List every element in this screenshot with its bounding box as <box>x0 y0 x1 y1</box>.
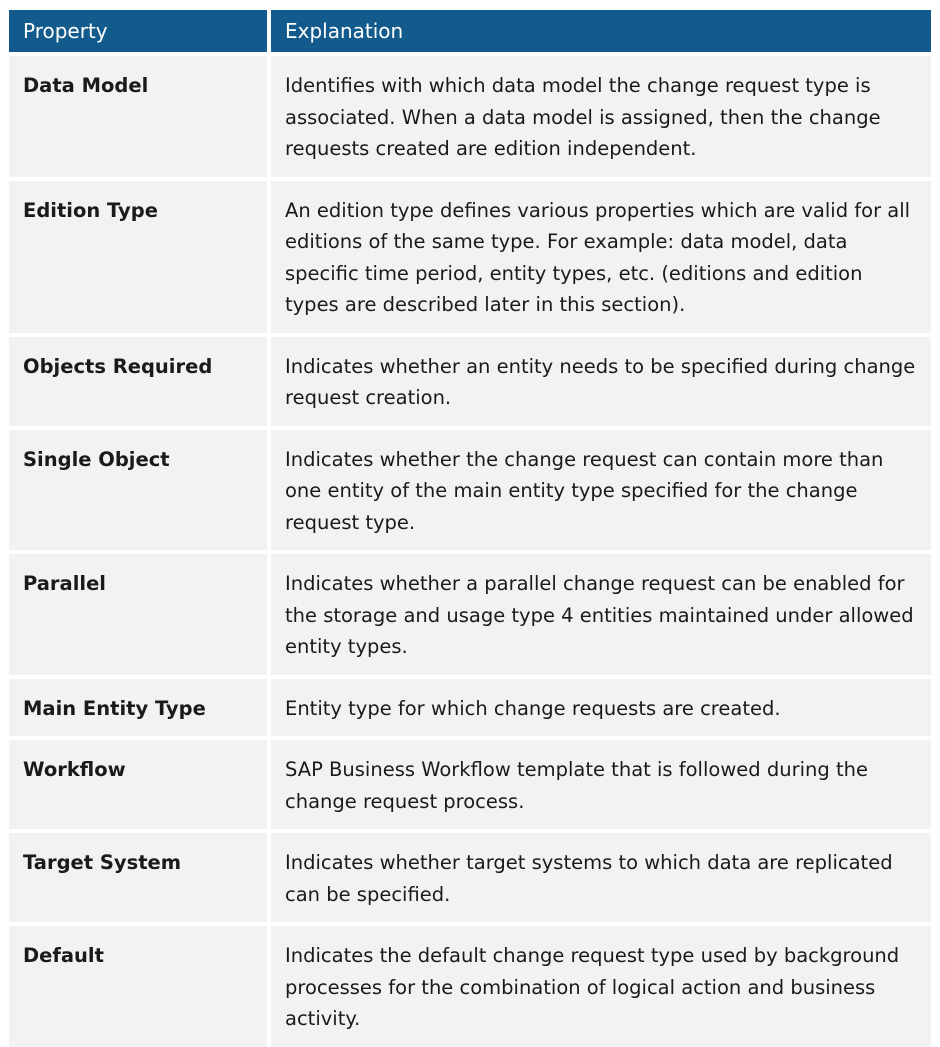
explanation-cell: Indicates whether an entity needs to be specified during change request creation. <box>271 337 931 426</box>
property-cell: Edition Type <box>9 181 267 333</box>
explanation-cell: Entity type for which change requests are created. <box>271 679 931 737</box>
table-row <box>9 679 931 737</box>
property-table <box>9 10 931 1047</box>
table-row <box>9 181 931 333</box>
property-cell: Workflow <box>9 740 267 829</box>
explanation-cell: An edition type defines various properties which are valid for all editions of the same type. For example: data model, data specific time period, entity types, etc. (editions and edition types are described later in this section). <box>271 181 931 333</box>
property-cell: Objects Required <box>9 337 267 426</box>
table-row <box>9 337 931 426</box>
property-cell: Data Model <box>9 56 267 177</box>
explanation-cell: Indicates the default change request type used by background processes for the combination of logical action and business activity. <box>271 926 931 1047</box>
table-row <box>9 926 931 1047</box>
header-property: Property <box>9 10 267 52</box>
property-cell: Single Object <box>9 430 267 551</box>
property-cell: Parallel <box>9 554 267 675</box>
header-explanation: Explanation <box>271 10 931 52</box>
table-row <box>9 554 931 675</box>
explanation-cell: SAP Business Workflow template that is followed during the change request process. <box>271 740 931 829</box>
explanation-cell: Indicates whether a parallel change request can be enabled for the storage and usage type 4 entities maintained under allowed entity types. <box>271 554 931 675</box>
table-row <box>9 833 931 922</box>
table-row <box>9 430 931 551</box>
table-row <box>9 740 931 829</box>
explanation-cell: Identifies with which data model the change request type is associated. When a data model is assigned, then the change requests created are edition independent. <box>271 56 931 177</box>
property-cell: Default <box>9 926 267 1047</box>
property-cell: Target System <box>9 833 267 922</box>
explanation-cell: Indicates whether the change request can contain more than one entity of the main entity type specified for the change request type. <box>271 430 931 551</box>
explanation-cell: Indicates whether target systems to which data are replicated can be specified. <box>271 833 931 922</box>
table-row <box>9 56 931 177</box>
table-header-row <box>9 10 931 52</box>
property-cell: Main Entity Type <box>9 679 267 737</box>
